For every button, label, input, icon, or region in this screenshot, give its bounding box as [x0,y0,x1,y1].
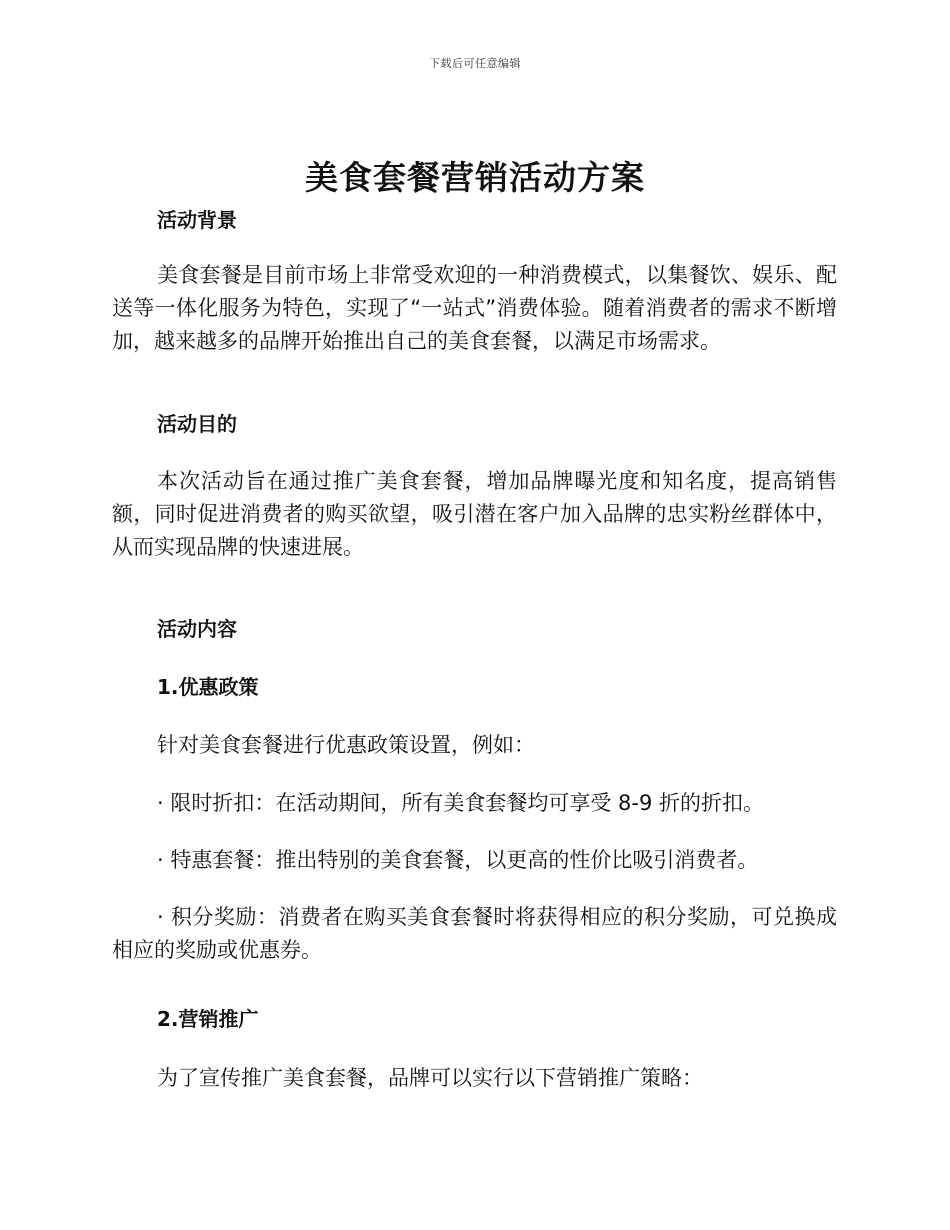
paragraph-background: 美食套餐是目前市场上非常受欢迎的一种消费模式，以集餐饮、娱乐、配送等一体化服务为特色，实现了“一站式”消费体验。随着消费者的需求不断增加，越来越多的品牌开始推出自己的美食套餐，以满足市场需求。 [112,263,837,354]
list-item-discount-3: · 积分奖励：消费者在购买美食套餐时将获得相应的积分奖励，可兑换成相应的奖励或优惠券。 [112,905,837,963]
header-note: 下载后可任意编辑 [429,57,521,70]
paragraph-discount-intro: 针对美食套餐进行优惠政策设置，例如： [157,733,535,757]
list-item-discount-1: · 限时折扣：在活动期间，所有美食套餐均可享受 8-9 折的折扣。 [157,791,764,815]
section-heading-background: 活动背景 [157,208,237,232]
paragraph-purpose: 本次活动旨在通过推广美食套餐，增加品牌曝光度和知名度，提高销售额，同时促进消费者的购买欲望，吸引潜在客户加入品牌的忠实粉丝群体中，从而实现品牌的快速进展。 [112,469,837,560]
list-item-discount-2: · 特惠套餐：推出特别的美食套餐，以更高的性价比吸引消费者。 [157,848,759,872]
subheading-marketing: 2.营销推广 [157,1007,259,1031]
section-heading-content: 活动内容 [157,617,237,641]
section-heading-purpose: 活动目的 [157,412,237,436]
subheading-discount: 1.优惠政策 [157,675,259,699]
paragraph-marketing-intro: 为了宣传推广美食套餐，品牌可以实行以下营销推广策略： [157,1066,703,1090]
document-title: 美食套餐营销活动方案 [305,158,645,197]
